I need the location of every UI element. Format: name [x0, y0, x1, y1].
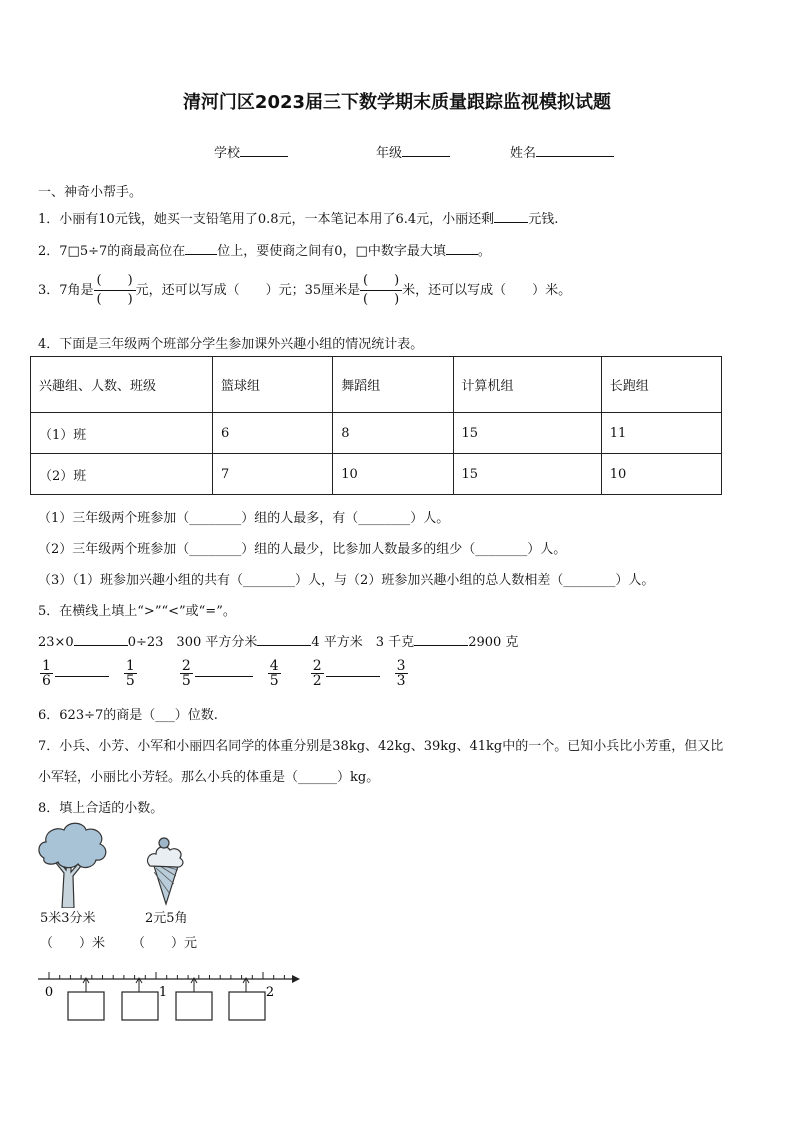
answer-blank[interactable] — [195, 662, 253, 677]
answer-blank[interactable] — [257, 631, 311, 646]
answer-blank[interactable] — [414, 631, 468, 646]
table-header: 计算机组 — [453, 357, 601, 413]
table-header-row — [31, 357, 722, 413]
question-number: 3． — [38, 283, 60, 298]
question-text: 在横线上填上“>”“<”或“=”。 — [59, 604, 236, 619]
table-cell: 6 — [213, 413, 333, 454]
fraction: $\frac{2}{5}$ — [181, 658, 191, 689]
question-text: 位上，要使商之间有0，□中数字最大填 — [217, 244, 446, 259]
table-cell: 7 — [213, 454, 333, 495]
table-header: 篮球组 — [213, 357, 333, 413]
question-5-line-1 — [38, 631, 518, 650]
expression: 0÷23 300 平方分米 — [127, 635, 258, 650]
question-text: 下面是三年级两个班部分学生参加课外兴趣小组的情况统计表。 — [59, 337, 424, 352]
question-number: 1． — [38, 212, 60, 227]
question-2 — [38, 240, 491, 259]
answer-box[interactable] — [229, 992, 265, 1020]
expression: 23×0 — [38, 635, 74, 650]
school-blank[interactable] — [240, 142, 288, 157]
page-title: 清河门区2023届三下数学期末质量跟踪监视模拟试题 — [182, 92, 612, 113]
number-line — [38, 966, 300, 1026]
table-cell: 11 — [601, 413, 721, 454]
table-header: 兴趣组、人数、班级 — [31, 357, 213, 413]
table-header: 舞蹈组 — [333, 357, 453, 413]
grade-blank[interactable] — [402, 142, 450, 157]
table-cell: 15 — [453, 454, 601, 495]
question-4-sub-2[interactable]: （2）三年级两个班参加（________）组的人最少，比参加人数最多的组少（________）人。 — [38, 542, 567, 557]
fraction-denominator-paren: ( ) — [96, 292, 133, 307]
ice-cream-answer-blank[interactable]: （ ）元 — [132, 936, 198, 951]
question-text: 元，还可以写成（ ）元；35厘米是 — [135, 283, 361, 298]
table-cell: 10 — [601, 454, 721, 495]
section-heading: 一、神奇小帮手。 — [38, 185, 143, 200]
school-field[interactable] — [214, 142, 288, 161]
tree-caption: 5米3分米 — [40, 911, 96, 926]
grade-field[interactable] — [376, 142, 450, 161]
question-number: 4． — [38, 337, 60, 352]
number-line-arrow — [292, 975, 300, 983]
expression: 4 平方米 3 千克 — [311, 635, 415, 650]
answer-blank[interactable] — [326, 662, 380, 677]
question-1 — [38, 208, 558, 227]
number-line-pointer — [68, 978, 104, 1020]
question-text: 7□5÷7的商最高位在 — [59, 244, 186, 259]
question-4-sub-1[interactable]: （1）三年级两个班参加（________）组的人最多，有（________）人。 — [38, 511, 450, 526]
name-blank[interactable] — [536, 142, 614, 157]
fraction: $\frac{4}{5}$ — [269, 658, 279, 689]
number-line-pointer — [176, 978, 212, 1020]
fraction: $\frac{2}{2}$ — [312, 658, 322, 689]
question-text: 米，还可以写成（ ）米。 — [402, 283, 572, 298]
name-label: 姓名 — [510, 146, 537, 161]
question-4-sub-3[interactable]: （3）（1）班参加兴趣小组的共有（________）人，与（2）班参加兴趣小组的总人数相差（________）人。 — [38, 573, 655, 588]
question-number: 5． — [38, 604, 60, 619]
answer-blank[interactable] — [494, 208, 528, 223]
fraction: $\frac{1}{5}$ — [125, 658, 135, 689]
question-text[interactable]: 623÷7的商是（___）位数. — [59, 708, 218, 723]
question-6 — [38, 704, 218, 723]
fraction-numerator-paren: ( ) — [360, 272, 402, 291]
question-text: 7角是 — [59, 283, 94, 298]
table-cell: 8 — [333, 413, 453, 454]
fraction: $\frac{1}{6}$ — [42, 658, 51, 689]
question-7-line-1 — [38, 735, 723, 754]
fraction: $\frac{3}{3}$ — [396, 658, 406, 689]
question-text: 。 — [477, 244, 491, 259]
question-number: 6． — [38, 708, 60, 723]
tree-icon — [34, 818, 114, 908]
question-8 — [38, 797, 163, 816]
answer-blank[interactable] — [185, 240, 217, 255]
question-number: 2． — [38, 244, 60, 259]
question-number: 8． — [38, 801, 60, 816]
number-line-ticks — [49, 972, 284, 979]
answer-blank[interactable] — [446, 240, 478, 255]
question-3 — [38, 272, 571, 309]
question-5-line-2 — [38, 659, 410, 688]
question-number: 7． — [38, 739, 60, 754]
fraction-denominator-paren: ( ) — [363, 292, 400, 307]
question-7-line-2[interactable]: 小军轻，小丽比小芳轻。那么小兵的体重是（______）kg。 — [38, 770, 380, 785]
question-text: 元钱. — [528, 212, 559, 227]
name-field[interactable] — [510, 142, 614, 161]
table-row — [31, 413, 722, 454]
number-line-label-0: 0 — [44, 985, 54, 1000]
fraction-numerator-paren: ( ) — [94, 272, 136, 291]
question-5 — [38, 600, 236, 619]
tree-answer-blank[interactable]: （ ）米 — [40, 936, 106, 951]
question-4-intro — [38, 333, 423, 352]
table-cell: 10 — [333, 454, 453, 495]
answer-box[interactable] — [122, 992, 158, 1020]
fraction-answer[interactable] — [360, 272, 402, 309]
ice-cream-icon — [142, 836, 190, 906]
grade-label: 年级 — [376, 146, 403, 161]
answer-blank[interactable] — [74, 631, 128, 646]
table-cell: （2）班 — [31, 454, 213, 495]
table-header: 长跑组 — [601, 357, 721, 413]
number-line-pointer — [229, 978, 265, 1020]
fraction-answer[interactable] — [94, 272, 136, 309]
table-cell: 15 — [453, 413, 601, 454]
question-text: 小兵、小芳、小军和小丽四名同学的体重分别是38kg、42kg、39kg、41kg中的一个。已知小兵比小芳重，但又比 — [59, 739, 724, 754]
question-text: 小丽有10元钱，她买一支铅笔用了0.8元，一本笔记本用了6.4元，小丽还剩 — [59, 212, 495, 227]
school-label: 学校 — [214, 146, 241, 161]
ice-cream-caption: 2元5角 — [145, 911, 188, 926]
answer-box[interactable] — [176, 992, 212, 1020]
number-line-label-2: 2 — [265, 985, 275, 1000]
table-cell: （1）班 — [31, 413, 213, 454]
answer-blank[interactable] — [55, 662, 109, 677]
answer-box[interactable] — [68, 992, 104, 1020]
number-line-label-1: 1 — [158, 985, 168, 1000]
question-text: 填上合适的小数。 — [59, 801, 164, 816]
stats-table — [30, 356, 722, 495]
expression: 2900 克 — [468, 635, 519, 650]
table-row — [31, 454, 722, 495]
number-line-pointer — [122, 978, 158, 1020]
